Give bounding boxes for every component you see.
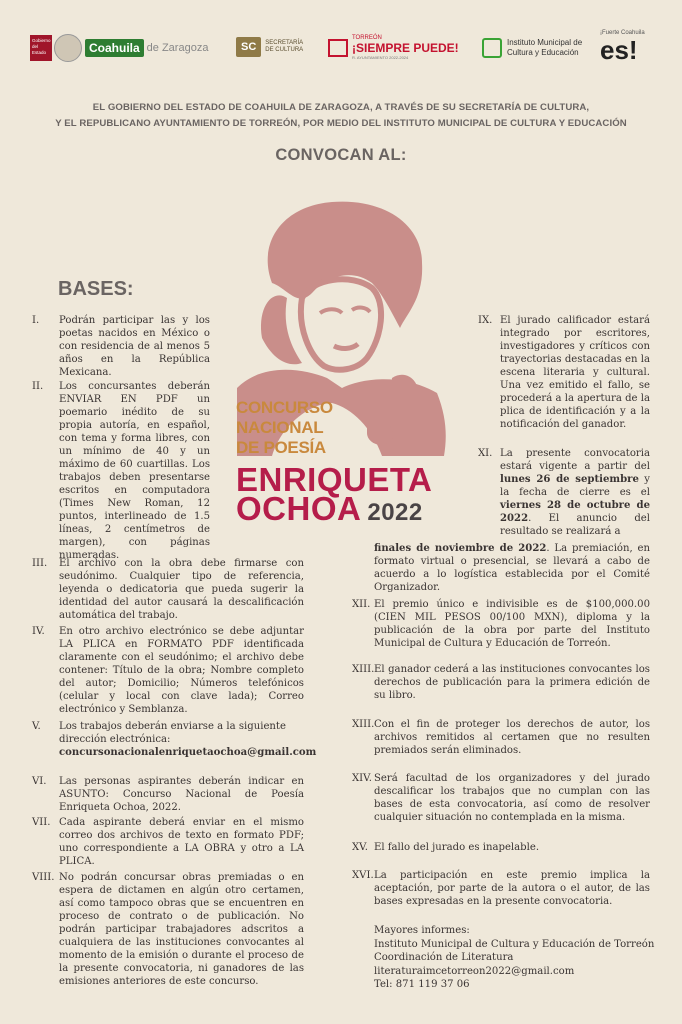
coahuila-suffix: de Zaragoza — [146, 42, 209, 54]
imce-logo — [482, 38, 603, 58]
base-text: El fallo del jurado es inapelable. — [374, 842, 540, 853]
base-num: XIII. — [352, 719, 375, 730]
fuerte-coahuila-logo — [600, 30, 650, 63]
result-date: finales de noviembre de 2022 — [374, 543, 547, 554]
torreon-top: TORREÓN — [352, 35, 382, 41]
contest-line-2: NACIONAL — [236, 418, 324, 437]
imce-text: Instituto Municipal de Cultura y Educación — [507, 38, 583, 57]
base-num: V. — [32, 721, 41, 732]
contest-email-link[interactable]: concursonacionalenriquetaochoa@gmail.com — [59, 747, 317, 758]
coahuila-logo — [30, 34, 208, 62]
contest-name-2: OCHOA — [236, 490, 362, 527]
base-num: XV. — [352, 842, 368, 853]
base-text: Los concursantes deberán ENVIAR EN PDF un poemario inédito de su propia autoría, en español, con tema y forma libres, con un mínimo de 40 y un máximo de 60 cuartillas. Los trabajos deben presentarse escritos en computadora (Times New Roman, 12 puntos, interlineado de 1.5 líneas, 2 centímetros de margen), con páginas numeradas. — [59, 381, 210, 561]
base-text: El jurado calificador estará integrado por escritores, investigadores y críticos con trayectorias destacadas en la escena literaria y cultural. Una vez emitido el fallo, se procederá a la apertura de la plica de identificación y a la notificación del ganador. — [500, 315, 650, 430]
base-text: Las personas aspirantes deberán indicar en ASUNTO: Concurso Nacional de Poesía Enriqueta Ochoa, 2022. — [59, 776, 304, 813]
secretaria-cultura-logo — [236, 37, 305, 57]
contest-year: 2022 — [367, 499, 423, 526]
base-text: El archivo con la obra debe firmarse con seudónimo. Cualquier tipo de referencia, leyenda o dedicatoria que pueda sugerir la identidad del autor causará la descalificación automática del trabajo. — [59, 558, 304, 621]
start-date: lunes 26 de septiembre — [500, 474, 639, 485]
coahuila-badge: Gobierno del Estado — [30, 35, 52, 61]
contact-title: Mayores informes: — [374, 925, 470, 936]
contact-department: Coordinación de Literatura — [374, 952, 514, 963]
contest-line-1: CONCURSO — [236, 398, 333, 417]
base-num: XIV. — [352, 773, 372, 784]
coahuila-name: Coahuila — [85, 39, 144, 57]
contest-name-1: ENRIQUETA — [236, 461, 433, 498]
header-line-1: EL GOBIERNO DEL ESTADO DE COAHUILA DE ZARAGOZA, A TRAVÉS DE SU SECRETARÍA DE CULTURA, — [92, 102, 590, 113]
base-text: El premio único e indivisible es de $100,000.00 (CIEN MIL PESOS 00/100 MXN), diploma y la publicación de la obra por parte del Instituto Municipal de Cultura y Educación de Torreón. — [374, 599, 650, 649]
imce-icon — [482, 38, 502, 58]
torreon-logo — [328, 35, 459, 60]
base-num: I. — [32, 315, 40, 326]
es-top: ¡Fuerte Coahuila — [600, 30, 645, 36]
base-num: XI. — [478, 448, 493, 459]
bases-title: BASES: — [58, 278, 134, 300]
contact-email-link[interactable]: literaturaimcetorreon2022@gmail.com — [374, 965, 575, 977]
torreon-sub: R. AYUNTAMIENTO 2022-2024 — [352, 55, 409, 60]
contest-line-3: DE POESÍA — [236, 438, 326, 457]
base-text: La participación en este premio implica la aceptación, por parte de la autora o el autor, de las bases expresadas en la presente convocatoria. — [374, 870, 650, 907]
base-num: IV. — [32, 626, 45, 637]
contest-title-block — [236, 398, 466, 527]
base-text: Los trabajos deberán enviarse a la siguiente dirección electrónica: — [59, 721, 286, 745]
torreon-slogan: ¡SIEMPRE PUEDE! — [352, 41, 459, 55]
logo-bar — [30, 30, 654, 74]
base-text: . El anuncio del resultado se realizará a — [500, 513, 650, 537]
header-line-2: Y EL REPUBLICANO AYUNTAMIENTO DE TORREÓN, POR MEDIO DEL INSTITUTO MUNICIPAL DE CULTURA Y EDUCACIÓN — [55, 118, 627, 129]
base-text: Podrán participar las y los poetas nacidos en México o con residencia de al menos 5 años en la República Mexicana. — [59, 315, 210, 378]
sc-abbr: SC — [236, 37, 261, 57]
base-text: En otro archivo electrónico se debe adjuntar LA PLICA en FORMATO PDF identificada claramente con el seudónimo; el archivo debe contener: Título de la obra; Nombre completo del autor; Domicilio; Números telefónicos (celular y local con clave lada); Correo electrónico y Semblanza. — [59, 626, 304, 715]
base-num: IX. — [478, 315, 493, 326]
header — [20, 100, 662, 132]
torreon-icon — [328, 39, 348, 57]
base-text: Será facultad de los organizadores y del jurado descalificar los trabajos que no cumplan con las bases de esta convocatoria, así como de resolver cualquier situación no contemplada en la misma. — [374, 773, 650, 823]
base-text: El ganador cederá a las instituciones convocantes los derechos de publicación para la primera edición de su libro. — [374, 664, 650, 701]
end-date: viernes 28 de octubre de 2022 — [500, 500, 650, 524]
base-text: . La premiación, en formato virtual o presencial, se llevará a cabo de acuerdo a lo logística establecida por el Comité Organizador. — [374, 543, 650, 593]
base-num: VIII. — [32, 872, 55, 883]
base-num: III. — [32, 558, 48, 569]
convocan-title: CONVOCAN AL: — [275, 146, 407, 164]
base-text: No podrán concursar obras premiadas o en espera de dictamen en algún otro certamen, así como tampoco obras que se encuentren en proceso de contrato o de publicación. No podrán participar trabajadores adscritos a cualquiera de las instituciones convocantes al momento de la emisión o durante el proceso de la presente convocatoria, ni ganadores de las emisiones anteriores de este concurso. — [59, 872, 304, 987]
base-num: VI. — [32, 776, 47, 787]
sc-text: SECRETARÍA DE CULTURA — [265, 40, 304, 53]
base-text: Cada aspirante deberá enviar en el mismo correo dos archivos de texto en formato PDF; uno correspondiente a LA OBRA y otro a LA PLICA. — [59, 817, 304, 867]
base-num: II. — [32, 381, 44, 392]
es-main: es! — [600, 35, 638, 65]
base-num: VII. — [32, 817, 51, 828]
base-text: La presente convocatoria estará vigente a partir del — [500, 448, 650, 472]
base-text: Con el fin de proteger los derechos de autor, los archivos remitidos al certamen que no resulten premiados serán eliminados. — [374, 719, 650, 756]
contact-institution: Instituto Municipal de Cultura y Educación de Torreón — [374, 938, 655, 950]
base-num: XIII. — [352, 664, 375, 675]
contact-block — [374, 924, 654, 992]
base-num: XVI. — [352, 870, 374, 881]
contact-phone: Tel: 871 119 37 06 — [374, 979, 470, 990]
base-num: XII. — [352, 599, 371, 610]
base-text: y la fecha de cierre es el — [500, 474, 650, 498]
coat-of-arms-icon — [54, 34, 82, 62]
